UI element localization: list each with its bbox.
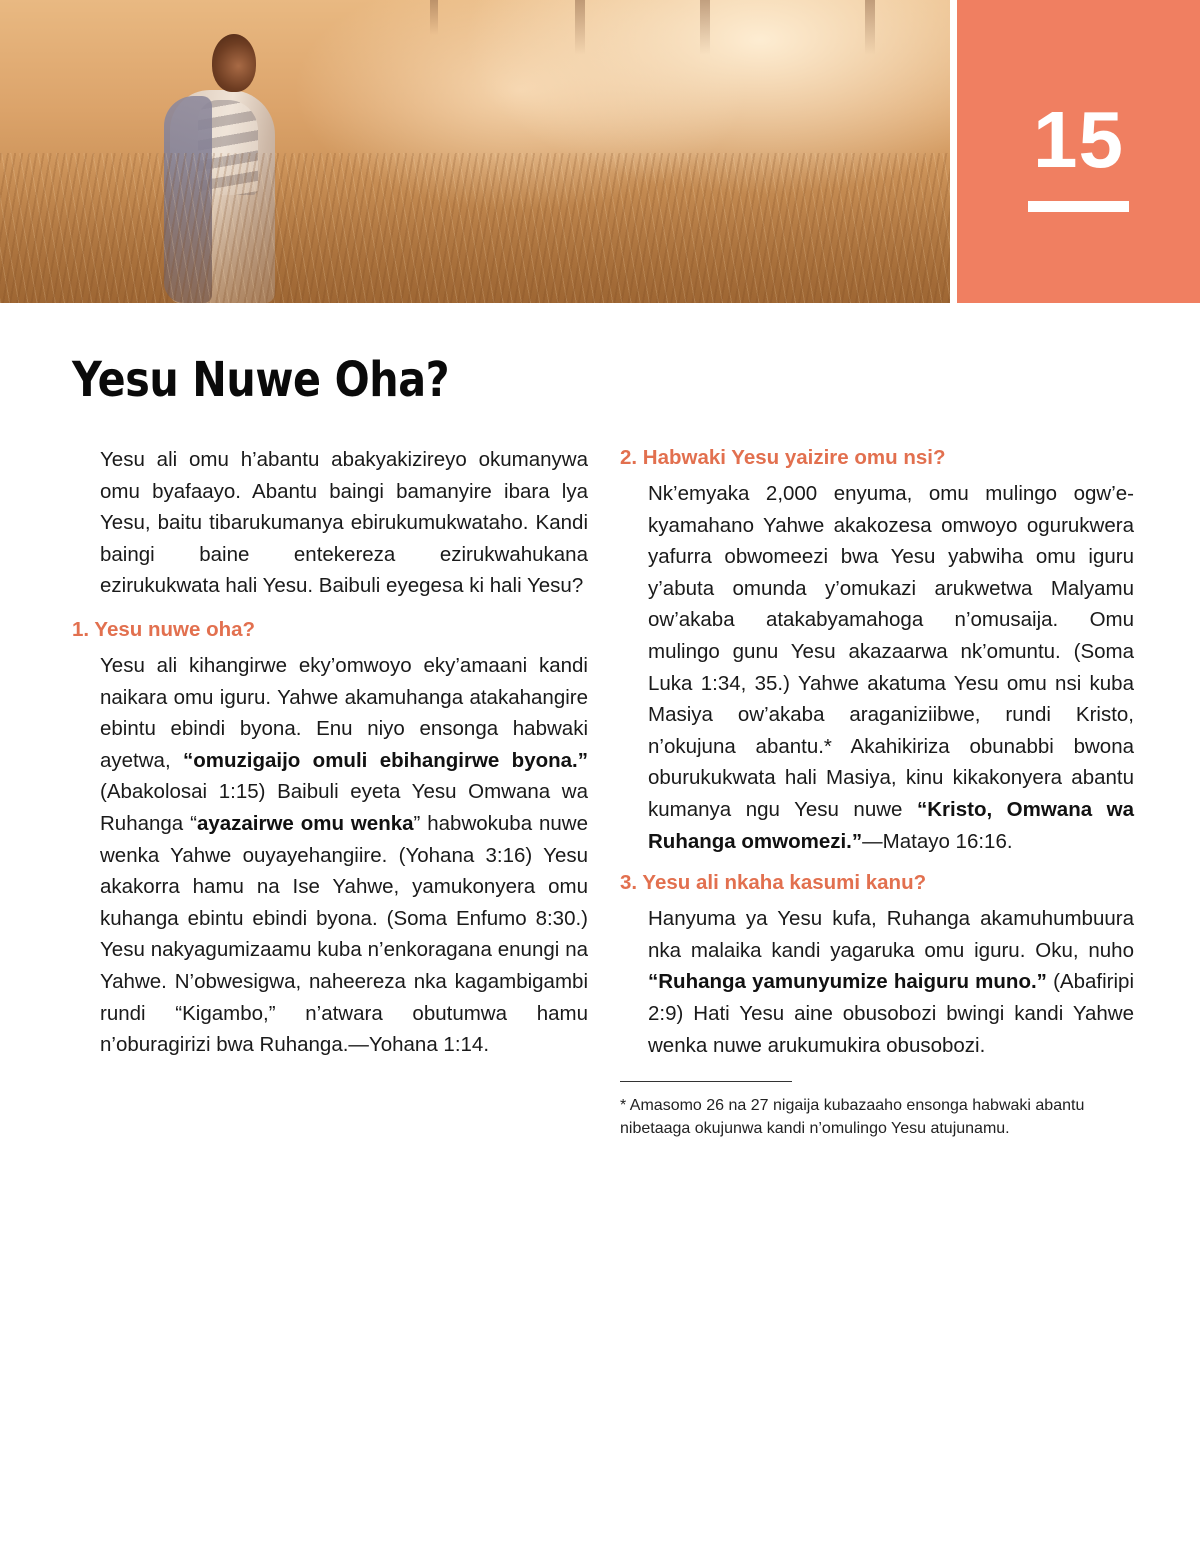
figure-head xyxy=(212,34,256,92)
emphasis-text: ayazairwe omu wenka xyxy=(196,811,414,835)
footnote: * Amasomo 26 na 27 nigaija kubazaaho ensonga habwaki abantu nibetaaga okujunwa kandi n’omulingo Yesu atujunamu. xyxy=(620,1097,1085,1138)
background-tree xyxy=(575,0,585,55)
section-heading-3: 3. Yesu ali nkaha kasumi kanu? xyxy=(620,871,927,895)
left-column xyxy=(72,444,588,1061)
background-tree xyxy=(700,0,710,55)
page-title: Yesu Nuwe Oha? xyxy=(72,352,450,408)
section-1-body: Yesu ali kihangirwe eky’omwoyo eky’amaani kandi naikara omu iguru. Yahwe akamuhanga atakahangire ebintu ebindi byona. Enu niyo ensonga habwaki ayetwa, “omuzigaijo omuli ebihangirwe byona.” (Abakolosai 1:15) Baibuli eyeta Yesu Omwana wa Ruhanga “ayazairwe omu wenka” habwokuba nuwe wenka Yahwe ouyayehangiire. (Yohana 3:16) Yesu akakorra hamu na Ise Yahwe, yamukonyera omu kuhanga ebintu ebindi byona. (Soma Enfumo 8:30.) Yesu nakyagumizaamu kuba n’enkoragana enungi na Yahwe. N’obwesigwa, naheereza nka kagambigambi rundi “Kigambo,” n’atwara obutumwa hamu n’oburagirizi bwa Ruhanga.—Yohana 1:14. xyxy=(100,653,589,1057)
hero-photo xyxy=(0,0,950,303)
chapter-underline xyxy=(1028,201,1129,212)
chapter-badge xyxy=(957,0,1200,303)
section-2-body: Nk’emyaka 2,000 enyuma, omu mulingo ogw’ekyamahano Yahwe akakozesa omwoyo ogurukwera yafurra obwomeezi bwa Yesu yabwiha omu iguru y’abuta omunda y’omukazi arukwetwa Malyamu ow’akaba atakabyamahoga n’omusaija. Omu mulingo gunu Yesu akazaarwa nk’omuntu. (Soma Luka 1:34, 35.) Yahwe akatuma Yesu omu nsi kuba Masiya ow’akaba araganiziibwe, rundi Kristo, n’okujuna abantu.* Akahikiriza obunabbi bwona oburukukwata hali Masiya, kinu kikakonyera abantu kumanya ngu Yesu nuwe “Kristo, Omwana wa Ruhanga omwomezi.”—Matayo 16:16. xyxy=(648,482,1135,853)
emphasis-text: “Kristo, Omwana wa Ruhanga omwomezi.” xyxy=(648,797,1135,853)
section-heading-2: 2. Habwaki Yesu yaizire omu nsi? xyxy=(620,446,946,469)
intro-paragraph: Yesu ali omu h’abantu abakyakizireyo okumanywa omu byafaayo. Abantu baingi bamanyire ibara lya Yesu, baitu tibarukumanya ebirukumukwataho. Kandi baingi baine entekereza ezirukwahukana ezirukukwata hali Yesu. Baibuli eyegesa ki hali Yesu? xyxy=(100,448,588,598)
emphasis-text: “omuzigaijo omuli ebihangirwe byona.” xyxy=(183,748,588,772)
background-tree xyxy=(430,0,438,35)
chapter-number: 15 xyxy=(1033,95,1124,184)
section-heading-1: 1. Yesu nuwe oha? xyxy=(72,617,256,641)
background-tree xyxy=(865,0,875,55)
section-3-body: Hanyuma ya Yesu kufa, Ruhanga akamuhumbuura nka malaika kandi yagaruka omu iguru. Oku, nuho “Ruhanga yamunyumize haiguru muno.” (Abafiripi 2:9) Hati Yesu aine obusobozi bwingi kandi Yahwe wenka nuwe arukumukira obusobozi. xyxy=(648,907,1134,1057)
footnote-divider xyxy=(620,1081,792,1082)
right-column xyxy=(620,444,1134,1140)
grass-field xyxy=(0,153,950,303)
emphasis-text: “Ruhanga yamunyumize haiguru muno.” xyxy=(648,970,1047,994)
